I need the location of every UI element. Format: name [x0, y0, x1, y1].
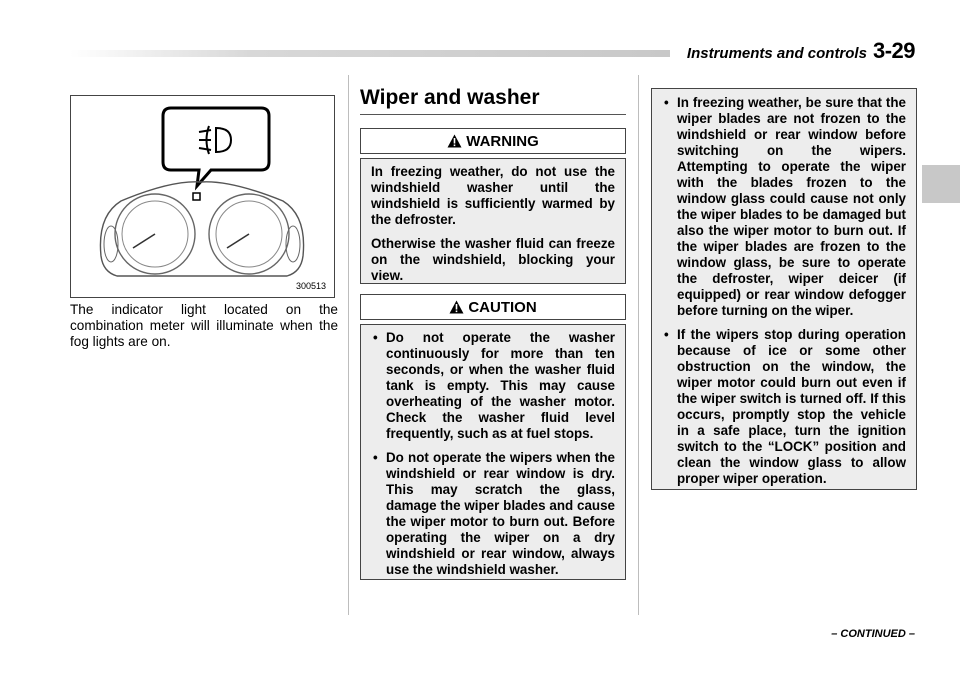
- caution-item: • Do not operate the washer continuously for more than ten seconds, or when the washer fluid tank is empty. This may cause overheating of the washer motor. Check the washer fluid level frequently, such as at fuel stops.: [371, 330, 615, 442]
- warning-body: [360, 158, 626, 284]
- indicator-description: The indicator light located on the combination meter will illuminate when the fog lights are on.: [70, 302, 338, 349]
- speedometer-gauge: [115, 194, 195, 274]
- combination-meter-figure: [70, 95, 335, 298]
- caution-item: • If the wipers stop during operation because of ice or some other obstruction on the window, the wiper motor could burn out even if the wiper switch is turned off. If this occurs, promptly stop the vehicle in a safe place, turn the ignition switch to the “LOCK” position and clean the window glass to allow proper wiper operation.: [662, 327, 906, 487]
- meter-cluster-outline: [100, 182, 303, 276]
- tachometer-gauge: [209, 194, 289, 274]
- caution-triangle-icon: [449, 300, 464, 314]
- caution-header: [360, 294, 626, 320]
- figure-number: 300513: [295, 281, 326, 291]
- caution-list: [371, 330, 615, 578]
- caution-continued-list: [662, 95, 906, 487]
- continued-label: – CONTINUED –: [831, 628, 915, 640]
- page-header: [687, 38, 915, 64]
- section-title: Wiper and washer: [360, 86, 626, 115]
- caution-label: CAUTION: [468, 298, 537, 316]
- caution-item: • In freezing weather, be sure that the wiper blades are not frozen to the windshield or rear window before switching on the wipers. Attempting to operate the wiper with the blades frozen to the window glass could cause not only the wiper blades to be damaged but also the wiper motor to burn out. If the wiper blades are frozen to the window glass, be sure to operate the defroster, wiper deicer (if equipped) or rear window defogger before turning on the wiper.: [662, 95, 906, 319]
- header-title: Instruments and controls: [686, 45, 867, 62]
- caution-continued-box: [651, 88, 917, 490]
- column-divider-left: [348, 75, 349, 615]
- page-number: 3-29: [872, 38, 915, 63]
- chapter-tab: [922, 165, 960, 203]
- warning-paragraph: In freezing weather, do not use the windshield washer until the windshield is sufficiently warmed by the defroster.: [371, 164, 615, 227]
- warning-paragraph: Otherwise the washer fluid can freeze on the windshield, blocking your view.: [371, 236, 615, 283]
- caution-item: • Do not operate the wipers when the windshield or rear window is dry. This may scratch the glass, damage the wiper blades and cause the wiper motor to burn out. Before operating the wiper on a dry windshield or rear window, always use the windshield washer.: [371, 450, 615, 578]
- column-divider-right: [638, 75, 639, 615]
- warning-triangle-icon: [447, 134, 462, 148]
- combination-meter-illustration: [71, 96, 334, 297]
- indicator-light: [193, 193, 200, 200]
- caution-body: [360, 324, 626, 580]
- header-rule: [70, 50, 670, 57]
- warning-label: WARNING: [466, 132, 539, 150]
- warning-header: [360, 128, 626, 154]
